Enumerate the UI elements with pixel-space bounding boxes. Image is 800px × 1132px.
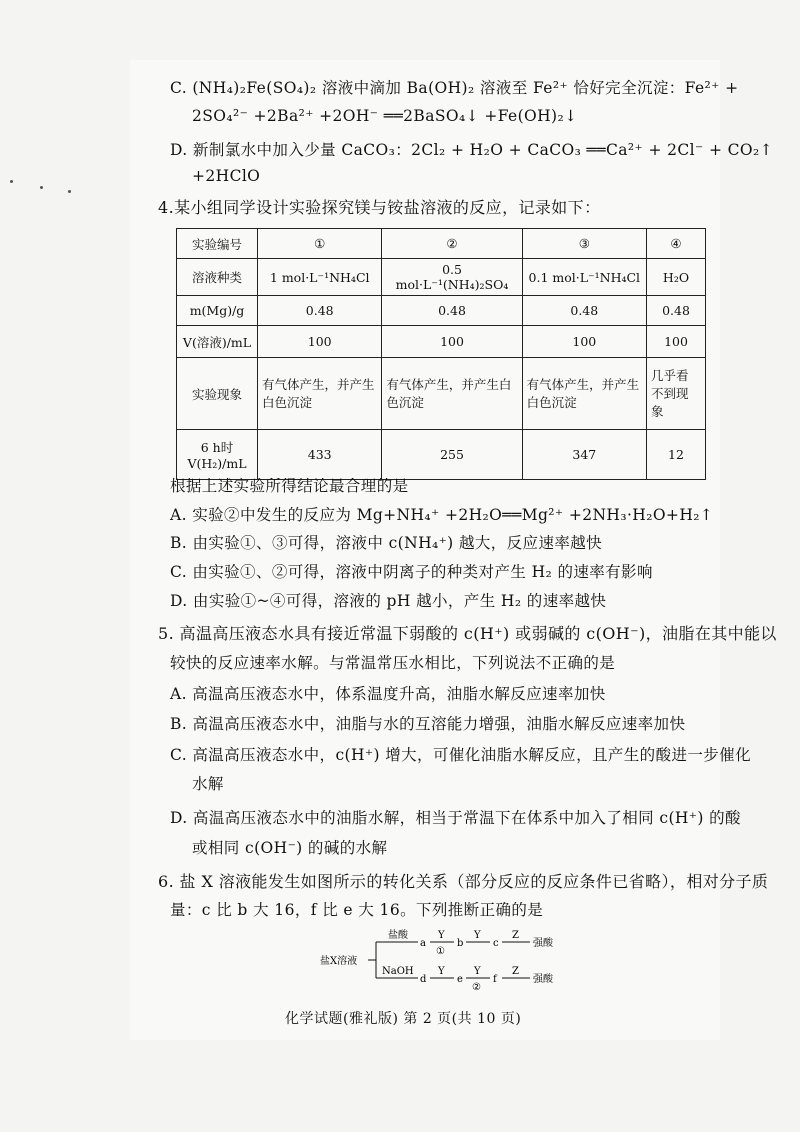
question-4-option-b: B. 由实验①、③可得，溶液中 c(NH₄⁺) 越大，反应速率越快 <box>170 534 603 552</box>
question-4-option-d: D. 由实验①~④可得，溶液的 pH 越小，产生 H₂ 的速率越快 <box>170 592 607 610</box>
question-5-line2: 较快的反应速率水解。与常温常压水相比，下列说法不正确的是 <box>170 654 616 672</box>
question-5-option-c-line1: C. 高温高压液态水中，c(H⁺) 增大，可催化油脂水解反应，且产生的酸进一步催化 <box>170 746 751 764</box>
experiment-table <box>176 228 706 480</box>
table-cell: 几乎看不到现象 <box>647 358 706 430</box>
table-row <box>177 326 706 358</box>
option-d-line2: +2HClO <box>192 167 261 185</box>
question-5-option-d-line2: 或相同 c(OH⁻) 的碱的水解 <box>192 839 388 857</box>
table-cell: H₂O <box>647 259 706 296</box>
question-6-line2: 量：c 比 b 大 16，f 比 e 大 16。下列推断正确的是 <box>170 901 544 919</box>
flow-reagent-y4: Y <box>474 966 481 977</box>
flow-bottom-reagent: NaOH <box>382 966 414 977</box>
flow-node-c: c <box>493 938 499 949</box>
table-cell: ① <box>258 229 382 259</box>
scan-speck <box>10 180 13 183</box>
table-cell: 0.1 mol·L⁻¹NH₄Cl <box>522 259 646 296</box>
conversion-flow-diagram <box>318 928 588 992</box>
table-cell: 有气体产生，并产生白色沉淀 <box>382 358 522 430</box>
table-row <box>177 358 706 430</box>
flow-top-reagent: 盐酸 <box>388 930 408 941</box>
table-cell: 100 <box>647 326 706 358</box>
question-4-option-a: A. 实验②中发生的反应为 Mg+NH₄⁺ +2H₂O══Mg²⁺ +2NH₃·H₂O+H₂↑ <box>170 506 714 524</box>
question-5-option-c-line2: 水解 <box>192 775 224 793</box>
table-cell: 0.5 mol·L⁻¹(NH₄)₂SO₄ <box>382 259 522 296</box>
flow-node-d: d <box>420 974 427 985</box>
flow-node-a: a <box>420 938 426 949</box>
flow-acid-1: 强酸 <box>533 938 553 949</box>
flow-step-2: ② <box>472 982 481 992</box>
scan-speck <box>40 186 43 189</box>
table-cell: ③ <box>522 229 646 259</box>
table-cell: 12 <box>647 430 706 480</box>
question-6-line1: 6. 盐 X 溶液能发生如图所示的转化关系（部分反应的反应条件已省略），相对分子质 <box>158 872 769 891</box>
flow-reagent-y3: Y <box>438 966 445 977</box>
table-row <box>177 259 706 296</box>
table-cell: 433 <box>258 430 382 480</box>
table-cell: 100 <box>258 326 382 358</box>
question-5-line1: 5. 高温高压液态水具有接近常温下弱酸的 c(H⁺) 或弱碱的 c(OH⁻)，油脂在其中能以 <box>158 624 777 643</box>
question-5-option-b: B. 高温高压液态水中，油脂与水的互溶能力增强，油脂水解反应速率加快 <box>170 715 686 733</box>
flow-acid-2: 强酸 <box>533 974 553 985</box>
flow-reagent-z1: Z <box>512 930 519 941</box>
table-cell <box>177 430 258 480</box>
flow-node-b: b <box>457 938 464 949</box>
question-5-option-a: A. 高温高压液态水中，体系温度升高，油脂水解反应速率加快 <box>170 685 606 703</box>
page-footer: 化学试题(雅礼版) 第 2 页(共 10 页) <box>285 1011 522 1027</box>
table-cell: 1 mol·L⁻¹NH₄Cl <box>258 259 382 296</box>
table-cell: 0.48 <box>258 296 382 326</box>
table-cell: 255 <box>382 430 522 480</box>
table-cell: 有气体产生，并产生白色沉淀 <box>522 358 646 430</box>
table-cell: 实验编号 <box>177 229 258 259</box>
option-d-line1: D. 新制氯水中加入少量 CaCO₃：2Cl₂ + H₂O + CaCO₃ ══Ca²⁺ + 2Cl⁻ + CO₂↑ <box>170 141 774 159</box>
table-cell: ② <box>382 229 522 259</box>
h2-label-time: 6 h时 <box>200 440 234 455</box>
flow-node-e: e <box>457 974 463 985</box>
table-cell: 实验现象 <box>177 358 258 430</box>
table-row <box>177 430 706 480</box>
table-row <box>177 229 706 259</box>
flow-start: 盐X溶液 <box>320 956 358 967</box>
table-cell: 100 <box>522 326 646 358</box>
flow-reagent-y2: Y <box>474 930 481 941</box>
table-cell: 溶液种类 <box>177 259 258 296</box>
option-c-line1: C. (NH₄)₂Fe(SO₄)₂ 溶液中滴加 Ba(OH)₂ 溶液至 Fe²⁺ 恰好完全沉淀：Fe²⁺ + <box>170 79 739 97</box>
question-4-option-c: C. 由实验①、②可得，溶液中阴离子的种类对产生 H₂ 的速率有影响 <box>170 563 653 581</box>
table-cell: ④ <box>647 229 706 259</box>
question-5-option-d-line1: D. 高温高压液态水中的油脂水解，相当于常温下在体系中加入了相同 c(H⁺) 的酸 <box>170 809 741 827</box>
table-cell: V(溶液)/mL <box>177 326 258 358</box>
flow-node-f: f <box>493 974 497 985</box>
table-cell: m(Mg)/g <box>177 296 258 326</box>
flow-step-1: ① <box>436 946 445 957</box>
table-cell: 有气体产生，并产生白色沉淀 <box>258 358 382 430</box>
table-cell: 100 <box>382 326 522 358</box>
table-row <box>177 296 706 326</box>
table-cell: 0.48 <box>522 296 646 326</box>
question-4-conclusion: 根据上述实验所得结论最合理的是 <box>170 477 409 495</box>
table-cell: 0.48 <box>647 296 706 326</box>
h2-label-volume: V(H₂)/mL <box>187 456 247 471</box>
flow-reagent-y1: Y <box>438 930 445 941</box>
scan-speck <box>68 190 71 193</box>
table-cell: 347 <box>522 430 646 480</box>
flow-reagent-z2: Z <box>512 966 519 977</box>
table-cell: 0.48 <box>382 296 522 326</box>
option-c-line2: 2SO₄²⁻ +2Ba²⁺ +2OH⁻ ══2BaSO₄↓ +Fe(OH)₂↓ <box>192 107 578 125</box>
question-4-stem: 4.某小组同学设计实验探究镁与铵盐溶液的反应，记录如下： <box>158 198 601 217</box>
